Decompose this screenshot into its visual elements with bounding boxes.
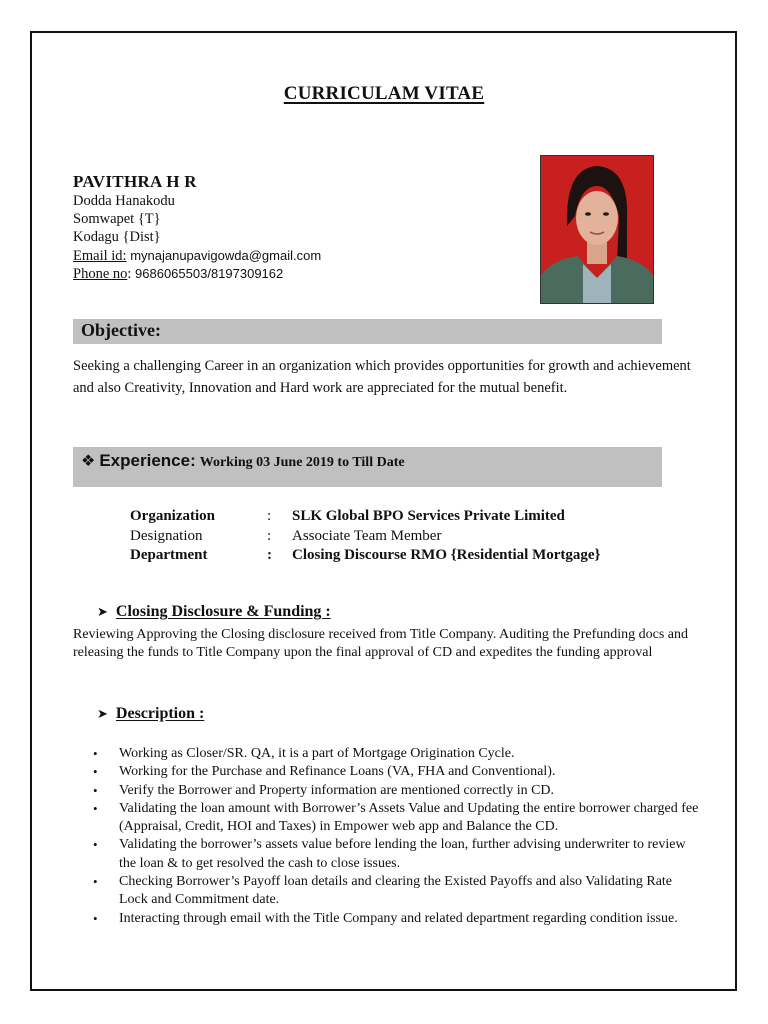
email-row bbox=[73, 247, 321, 265]
bullet-icon: • bbox=[93, 800, 98, 816]
portrait-image-icon bbox=[541, 156, 653, 303]
detail-label: Organization bbox=[130, 508, 215, 524]
list-item bbox=[91, 782, 703, 800]
address-line-1: Dodda Hanakodu bbox=[73, 193, 175, 209]
candidate-name: PAVITHRA H R bbox=[73, 172, 197, 191]
closing-disclosure-heading: Closing Disclosure & Funding : bbox=[115, 603, 331, 620]
objective-heading: Objective: bbox=[81, 320, 161, 340]
list-item bbox=[91, 800, 703, 837]
table-row bbox=[130, 507, 600, 527]
experience-section-bar bbox=[73, 447, 662, 487]
phone-row bbox=[73, 265, 321, 283]
description-heading-row bbox=[97, 705, 204, 723]
experience-heading: Experience: bbox=[99, 451, 196, 470]
arrow-bullet-icon: ➤ bbox=[97, 605, 108, 620]
list-item-text: Verify the Borrower and Property information are mentioned correctly in CD. bbox=[119, 782, 555, 798]
contact-block bbox=[73, 171, 321, 283]
objective-text: Seeking a challenging Career in an organization which provides opportunities for growth and achievement and also Creativity, Innovation and Hard work are appreciated for the mutual benefit. bbox=[73, 358, 691, 396]
table-row bbox=[130, 527, 600, 547]
bullet-icon: • bbox=[93, 874, 98, 890]
closing-disclosure-heading-row bbox=[97, 603, 331, 621]
email-value[interactable]: mynajanupavigowda@gmail.com bbox=[130, 247, 322, 263]
detail-value: SLK Global BPO Services Private Limited bbox=[292, 508, 565, 524]
list-item-text: Validating the loan amount with Borrower’s Assets Value and Updating the entire borrower charged fee (Appraisal, Credit, HOI and Taxes) in Empower web app and Balance the CD. bbox=[119, 800, 699, 835]
list-item bbox=[91, 836, 703, 873]
detail-separator: : bbox=[267, 508, 272, 524]
detail-label: Department bbox=[130, 547, 208, 563]
objective-section-bar bbox=[73, 319, 662, 344]
experience-heading-row bbox=[81, 451, 405, 471]
experience-dates: Working 03 June 2019 to Till Date bbox=[199, 455, 405, 470]
list-item-text: Validating the borrower’s assets value before lending the loan, further advising underwriter to review the loan & to get resolved the cash to close issues. bbox=[119, 837, 686, 871]
profile-photo bbox=[540, 155, 654, 304]
list-item-text: Working for the Purchase and Refinance Loans (VA, FHA and Conventional). bbox=[119, 764, 556, 780]
bullet-icon: • bbox=[93, 782, 98, 798]
address-line-2: Somwapet {T} bbox=[73, 211, 161, 228]
list-item-text: Interacting through email with the Title Company and related department regarding condition issue. bbox=[119, 910, 678, 926]
detail-value: Associate Team Member bbox=[292, 527, 442, 544]
bullet-icon: • bbox=[93, 746, 98, 761]
address-line-3: Kodagu {Dist} bbox=[73, 229, 161, 246]
diamond-bullet-icon: ❖ bbox=[81, 451, 96, 470]
detail-separator: : bbox=[267, 527, 272, 544]
description-heading: Description : bbox=[115, 705, 205, 722]
phone-value: 9686065503/8197309162 bbox=[135, 265, 284, 281]
list-item-text: Working as Closer/SR. QA, it is a part of Mortgage Origination Cycle. bbox=[119, 746, 515, 761]
list-item bbox=[91, 873, 703, 910]
document-title bbox=[0, 83, 768, 105]
bullet-icon: • bbox=[93, 837, 98, 853]
description-list bbox=[91, 745, 703, 928]
list-item-text: Checking Borrower’s Payoff loan details and clearing the Existed Payoffs and also Validating Rate Lock and Commitment date. bbox=[119, 874, 673, 908]
employment-details-table bbox=[130, 507, 600, 566]
document-title-text: CURRICULAM VITAE bbox=[283, 83, 485, 104]
arrow-bullet-icon: ➤ bbox=[97, 707, 108, 722]
list-item bbox=[91, 910, 703, 928]
detail-value: Closing Discourse RMO {Residential Mortgage} bbox=[292, 547, 601, 563]
bullet-icon: • bbox=[93, 910, 98, 926]
detail-label: Designation bbox=[130, 527, 203, 544]
closing-disclosure-text: Reviewing Approving the Closing disclosure received from Title Company. Auditing the Prefunding docs and releasing the funds to Title Company upon the final approval of CD and expedites the funding approval bbox=[73, 627, 689, 661]
bullet-icon: • bbox=[93, 764, 98, 780]
list-item bbox=[91, 745, 703, 763]
phone-label: Phone no bbox=[73, 265, 128, 282]
table-row bbox=[130, 546, 600, 566]
email-label: Email id: bbox=[73, 247, 127, 264]
list-item bbox=[91, 763, 703, 781]
detail-separator: : bbox=[267, 547, 272, 563]
phone-separator: : bbox=[127, 265, 132, 282]
